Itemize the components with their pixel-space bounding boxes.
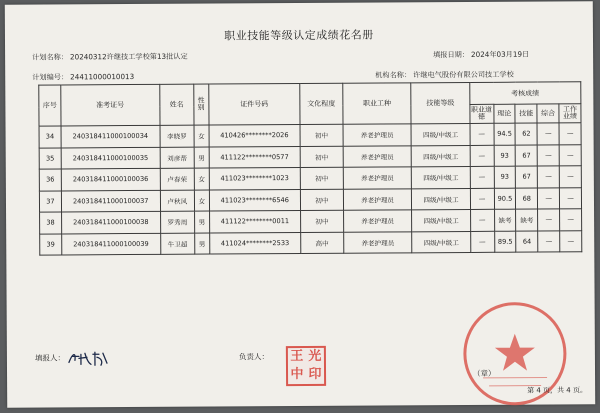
cell-gender: 男 [195,233,210,255]
cell-cert-no: 240318411000100036 [61,168,160,190]
cell-id-no: 411024********2533 [209,232,301,254]
cell-ethics: — [470,166,494,188]
cell-id-no: 411023********6546 [209,189,301,211]
cell-theory: 缺考 [494,209,516,231]
cell-occupation: 养老护理员 [343,124,412,146]
responsible-label: 负责人： [238,352,269,362]
cell-cert-no: 240318411000100035 [61,147,160,169]
plan-no-value: 24411000010013 [70,72,135,82]
filler-label: 填报人： [34,353,65,363]
cell-gender: 男 [195,211,210,233]
cell-theory: 93 [494,145,516,167]
cell-occupation: 养老护理员 [343,188,412,210]
cell-level: 四级/中级工 [412,209,470,231]
cell-theory: 90.5 [494,188,516,210]
cell-level: 四级/中级工 [412,188,470,210]
fill-date [433,50,531,61]
cell-theory: 94.5 [494,123,516,145]
cell-education: 初中 [300,146,343,168]
document-page [5,1,595,408]
header-cert-no: 准考证号 [61,84,160,126]
cell-seq: 37 [39,190,61,212]
fill-date-label: 填报日期： [433,49,470,60]
cell-overall: — [537,123,559,145]
cell-education: 初中 [301,210,344,232]
org-name-label: 机构名称： [375,70,412,80]
cell-overall: — [537,144,559,166]
cell-theory: 89.5 [494,231,516,253]
cell-seq: 34 [39,126,61,148]
cell-seq: 39 [40,233,62,255]
cell-cert-no: 240318411000100037 [61,190,160,212]
cell-name: 牛卫超 [160,233,194,255]
cell-ethics: — [470,188,494,210]
cell-performance: — [559,123,581,145]
cell-performance: — [560,209,582,231]
header-id-no: 证件号码 [208,83,300,125]
cell-name: 卢秋风 [160,190,194,212]
cell-occupation: 养老护理员 [343,231,412,253]
cell-skill: 68 [516,188,538,210]
cell-ethics: — [470,145,494,167]
table-row [40,230,582,255]
header-level: 技能等级 [411,82,469,123]
cell-skill: 缺考 [516,209,538,231]
cell-ethics: — [470,231,494,253]
cell-level: 四级/中级工 [411,123,469,145]
header-performance: 工作业绩 [559,104,581,123]
cell-name: 卢春荣 [160,168,194,190]
org-name-value: 许继电气股份有限公司技工学校 [413,69,514,80]
cell-performance: — [560,230,582,252]
name-seal-char: 印 [308,366,322,382]
header-occupation: 职业工种 [342,83,411,124]
cell-seq: 38 [40,212,62,234]
cell-skill: 67 [516,145,538,167]
cell-name: 刘彦帮 [160,147,194,169]
cell-gender: 女 [194,168,209,190]
org-name [375,70,516,81]
name-seal-char: 王 [290,348,304,365]
cell-id-no: 411122********0011 [209,210,301,232]
cell-cert-no: 240318411000100034 [61,125,160,147]
cell-occupation: 养老护理员 [343,145,412,167]
cell-overall: — [538,166,560,188]
header-assessment: 考核成绩 [469,82,581,105]
name-seal [286,346,326,386]
cell-theory: 93 [494,166,516,188]
plan-name-value: 20240312许继技工学校第13批认定 [70,51,188,62]
cell-overall: — [538,187,560,209]
header-name: 姓名 [159,84,194,125]
cell-overall: — [538,209,560,231]
fill-date-value: 2024年03月19日 [471,49,530,59]
plan-name-label: 计划名称： [32,52,69,62]
cell-name: 李晓罗 [160,125,194,147]
cell-id-no: 410426********2026 [209,124,301,146]
score-roster-table [38,81,582,255]
header-gender: 性别 [194,84,209,125]
header-theory: 理论 [493,104,515,123]
plan-name [32,52,190,63]
plan-no [32,72,136,83]
cell-education: 高中 [301,232,344,254]
cell-skill: 67 [516,166,538,188]
cell-seq: 36 [39,169,61,191]
cell-id-no: 411023********1023 [209,167,301,189]
header-overall: 综合 [537,104,559,123]
cell-performance: — [559,144,581,166]
cell-skill: 62 [515,123,537,145]
cell-education: 初中 [300,167,343,189]
cell-occupation: 养老护理员 [343,210,412,232]
cell-ethics: — [470,209,494,231]
cell-level: 四级/中级工 [412,231,470,253]
cell-overall: — [538,230,560,252]
cell-performance: — [559,187,581,209]
cell-seq: 35 [39,147,61,169]
header-ethics: 职业道德 [470,104,494,123]
cell-education: 初中 [300,124,343,146]
page-number: 第 4 页，共 4 页。 [527,386,587,395]
cell-level: 四级/中级工 [412,166,470,188]
cell-cert-no: 240318411000100039 [62,233,161,255]
cell-occupation: 养老护理员 [343,167,412,189]
cell-level: 四级/中级工 [412,145,470,167]
cell-skill: 64 [516,231,538,253]
document-title: 职业技能等级认定成绩花名册 [224,28,374,43]
header-seq: 序号 [39,85,61,126]
header-education: 文化程度 [300,83,343,124]
name-seal-char: 中 [290,366,304,383]
seal-label: （章） [473,368,496,378]
cell-gender: 男 [194,147,209,169]
cell-cert-no: 240318411000100038 [61,211,160,233]
cell-id-no: 411122********0577 [209,146,301,168]
plan-no-label: 计划编号： [32,72,69,82]
filler-signature [67,348,109,368]
cell-performance: — [559,166,581,188]
name-seal-char: 光 [308,348,322,364]
cell-ethics: — [470,123,494,145]
cell-gender: 女 [194,125,209,147]
cell-education: 初中 [300,189,343,211]
cell-gender: 女 [194,190,209,212]
header-skill: 技能 [515,104,537,123]
cell-name: 罗秀周 [160,211,194,233]
